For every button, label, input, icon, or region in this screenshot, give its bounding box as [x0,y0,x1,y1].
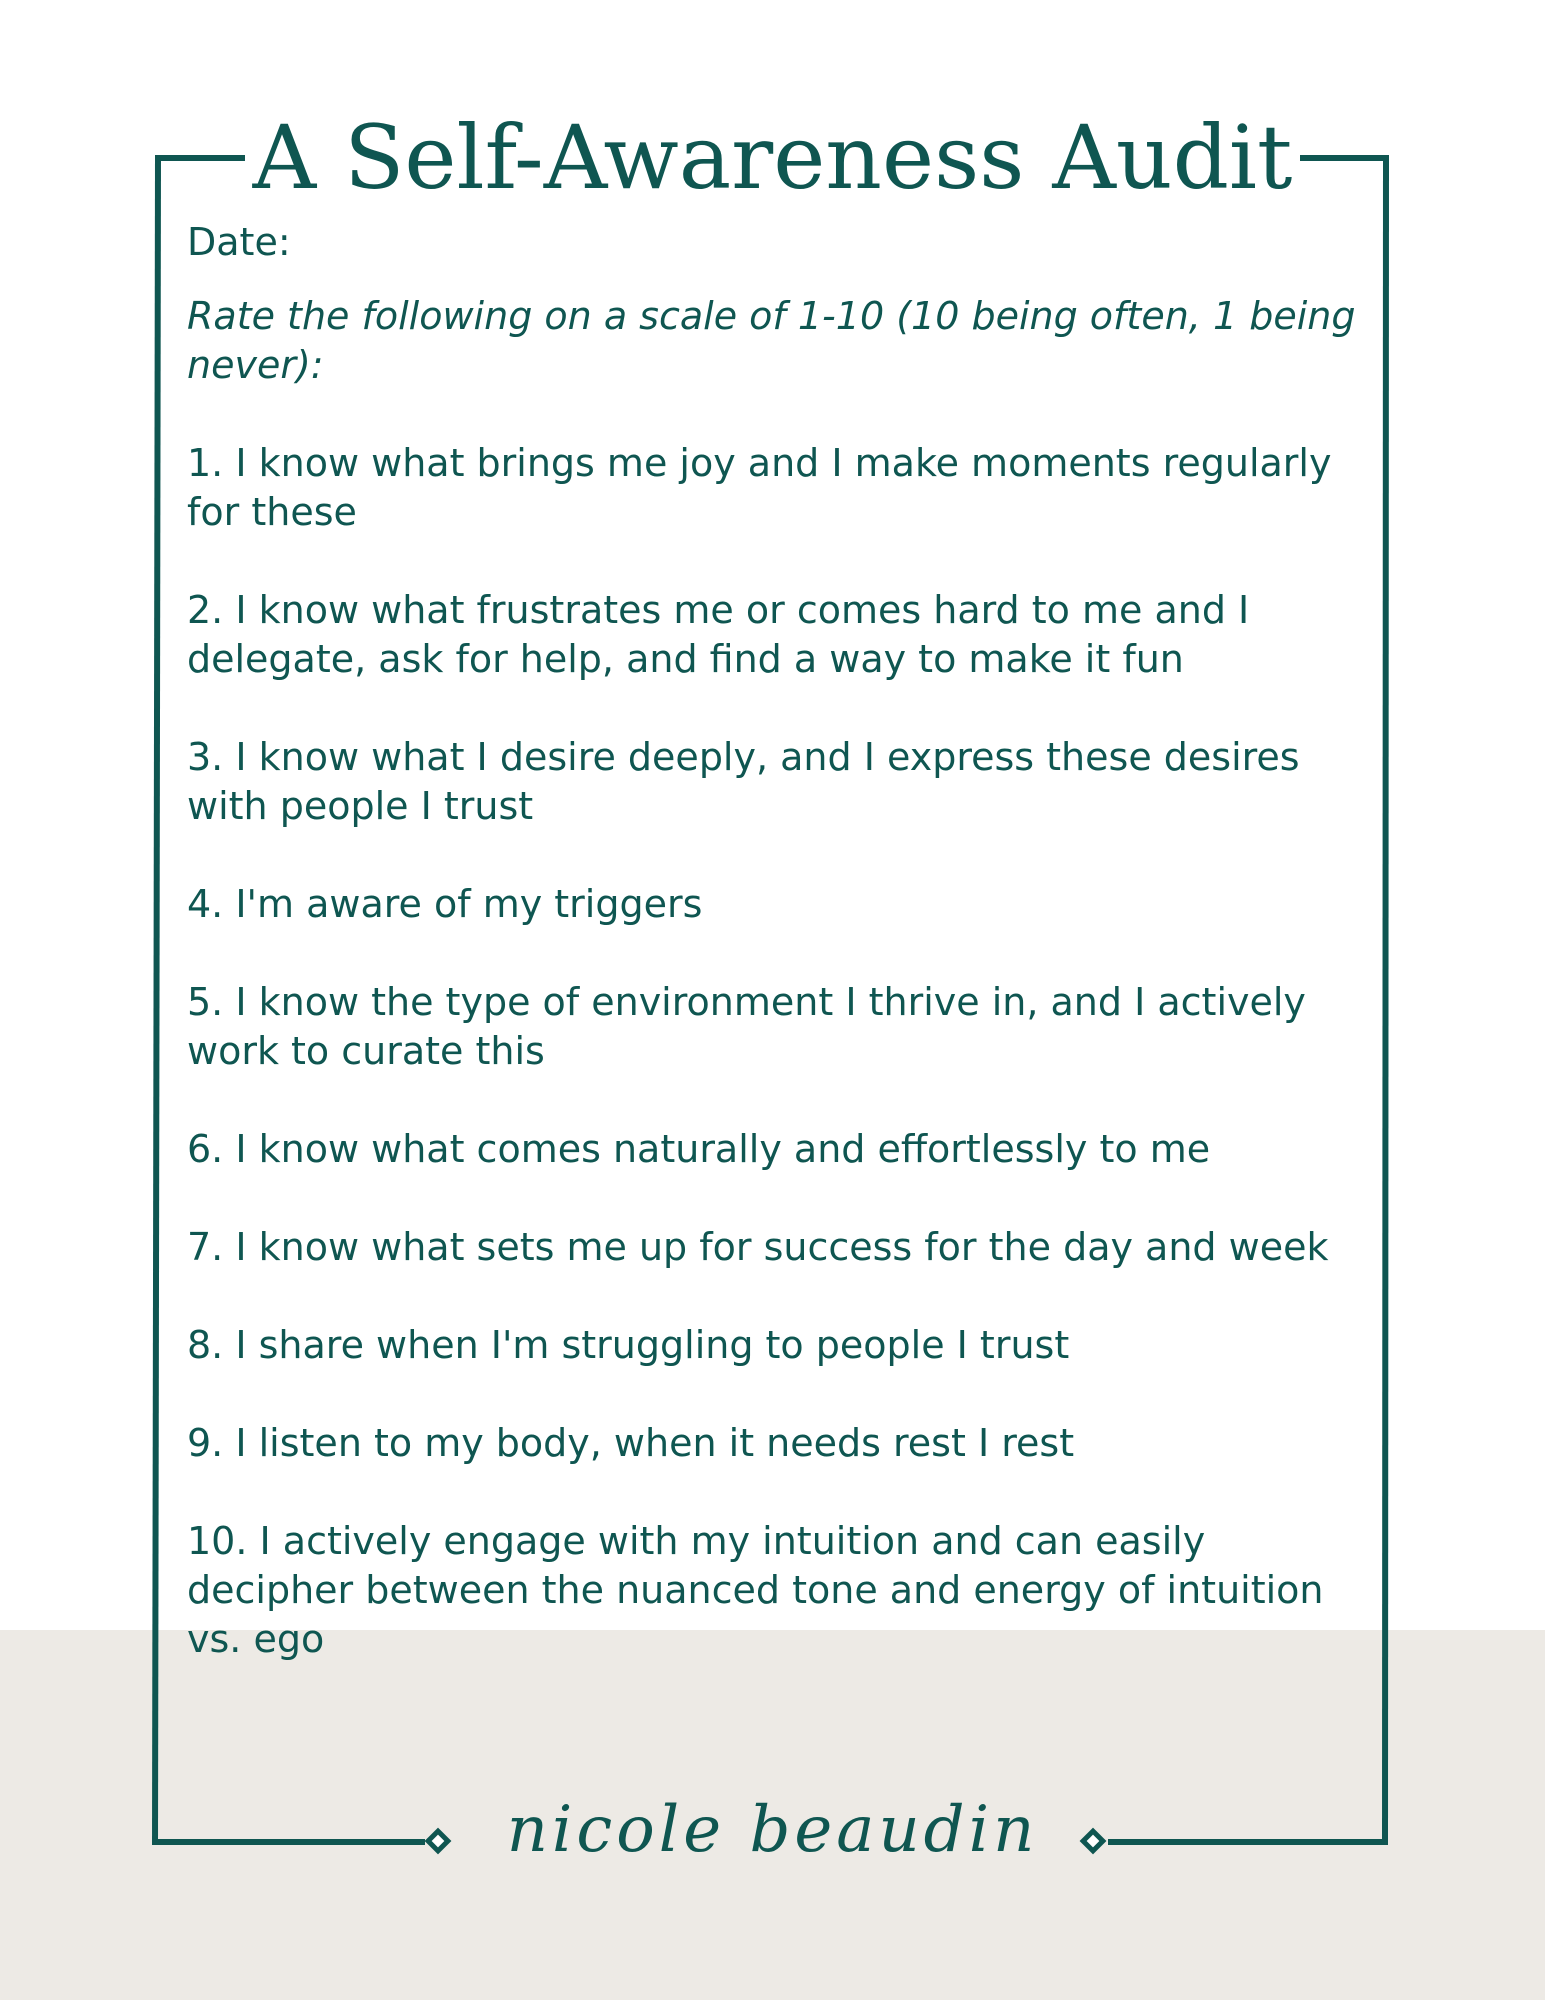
audit-item-9: 9. I listen to my body, when it needs rest I rest [187,1421,1075,1465]
frame-left-line [155,155,158,1845]
audit-item-3: 3. I know what I desire deeply, and I express these desires with people I trust [187,735,1300,828]
audit-item-5: 5. I know the type of environment I thrive in, and I actively work to curate this [187,980,1306,1073]
audit-content [187,218,1367,1713]
audit-item-7: 7. I know what sets me up for success for the day and week [187,1225,1329,1269]
rating-instructions: Rate the following on a scale of 1-10 (10 being often, 1 being never): [187,294,1356,387]
audit-item-4: 4. I'm aware of my triggers [187,882,703,926]
audit-item-2: 2. I know what frustrates me or comes hard to me and I delegate, ask for help, and find a way to make it fun [187,588,1250,681]
audit-item-10: 10. I actively engage with my intuition and can easily decipher between the nuanced tone and energy of intuition vs. ego [187,1519,1324,1661]
audit-item-6: 6. I know what comes naturally and effortlessly to me [187,1127,1211,1171]
audit-item-8: 8. I share when I'm struggling to people I trust [187,1323,1070,1367]
signature-logo: nicole beaudin [506,1793,1039,1867]
audit-item-1: 1. I know what brings me joy and I make moments regularly for these [187,441,1332,534]
date-label: Date: [187,220,291,264]
frame-right-line [1385,155,1386,1845]
page-title: A Self-Awareness Audit [0,98,1545,218]
